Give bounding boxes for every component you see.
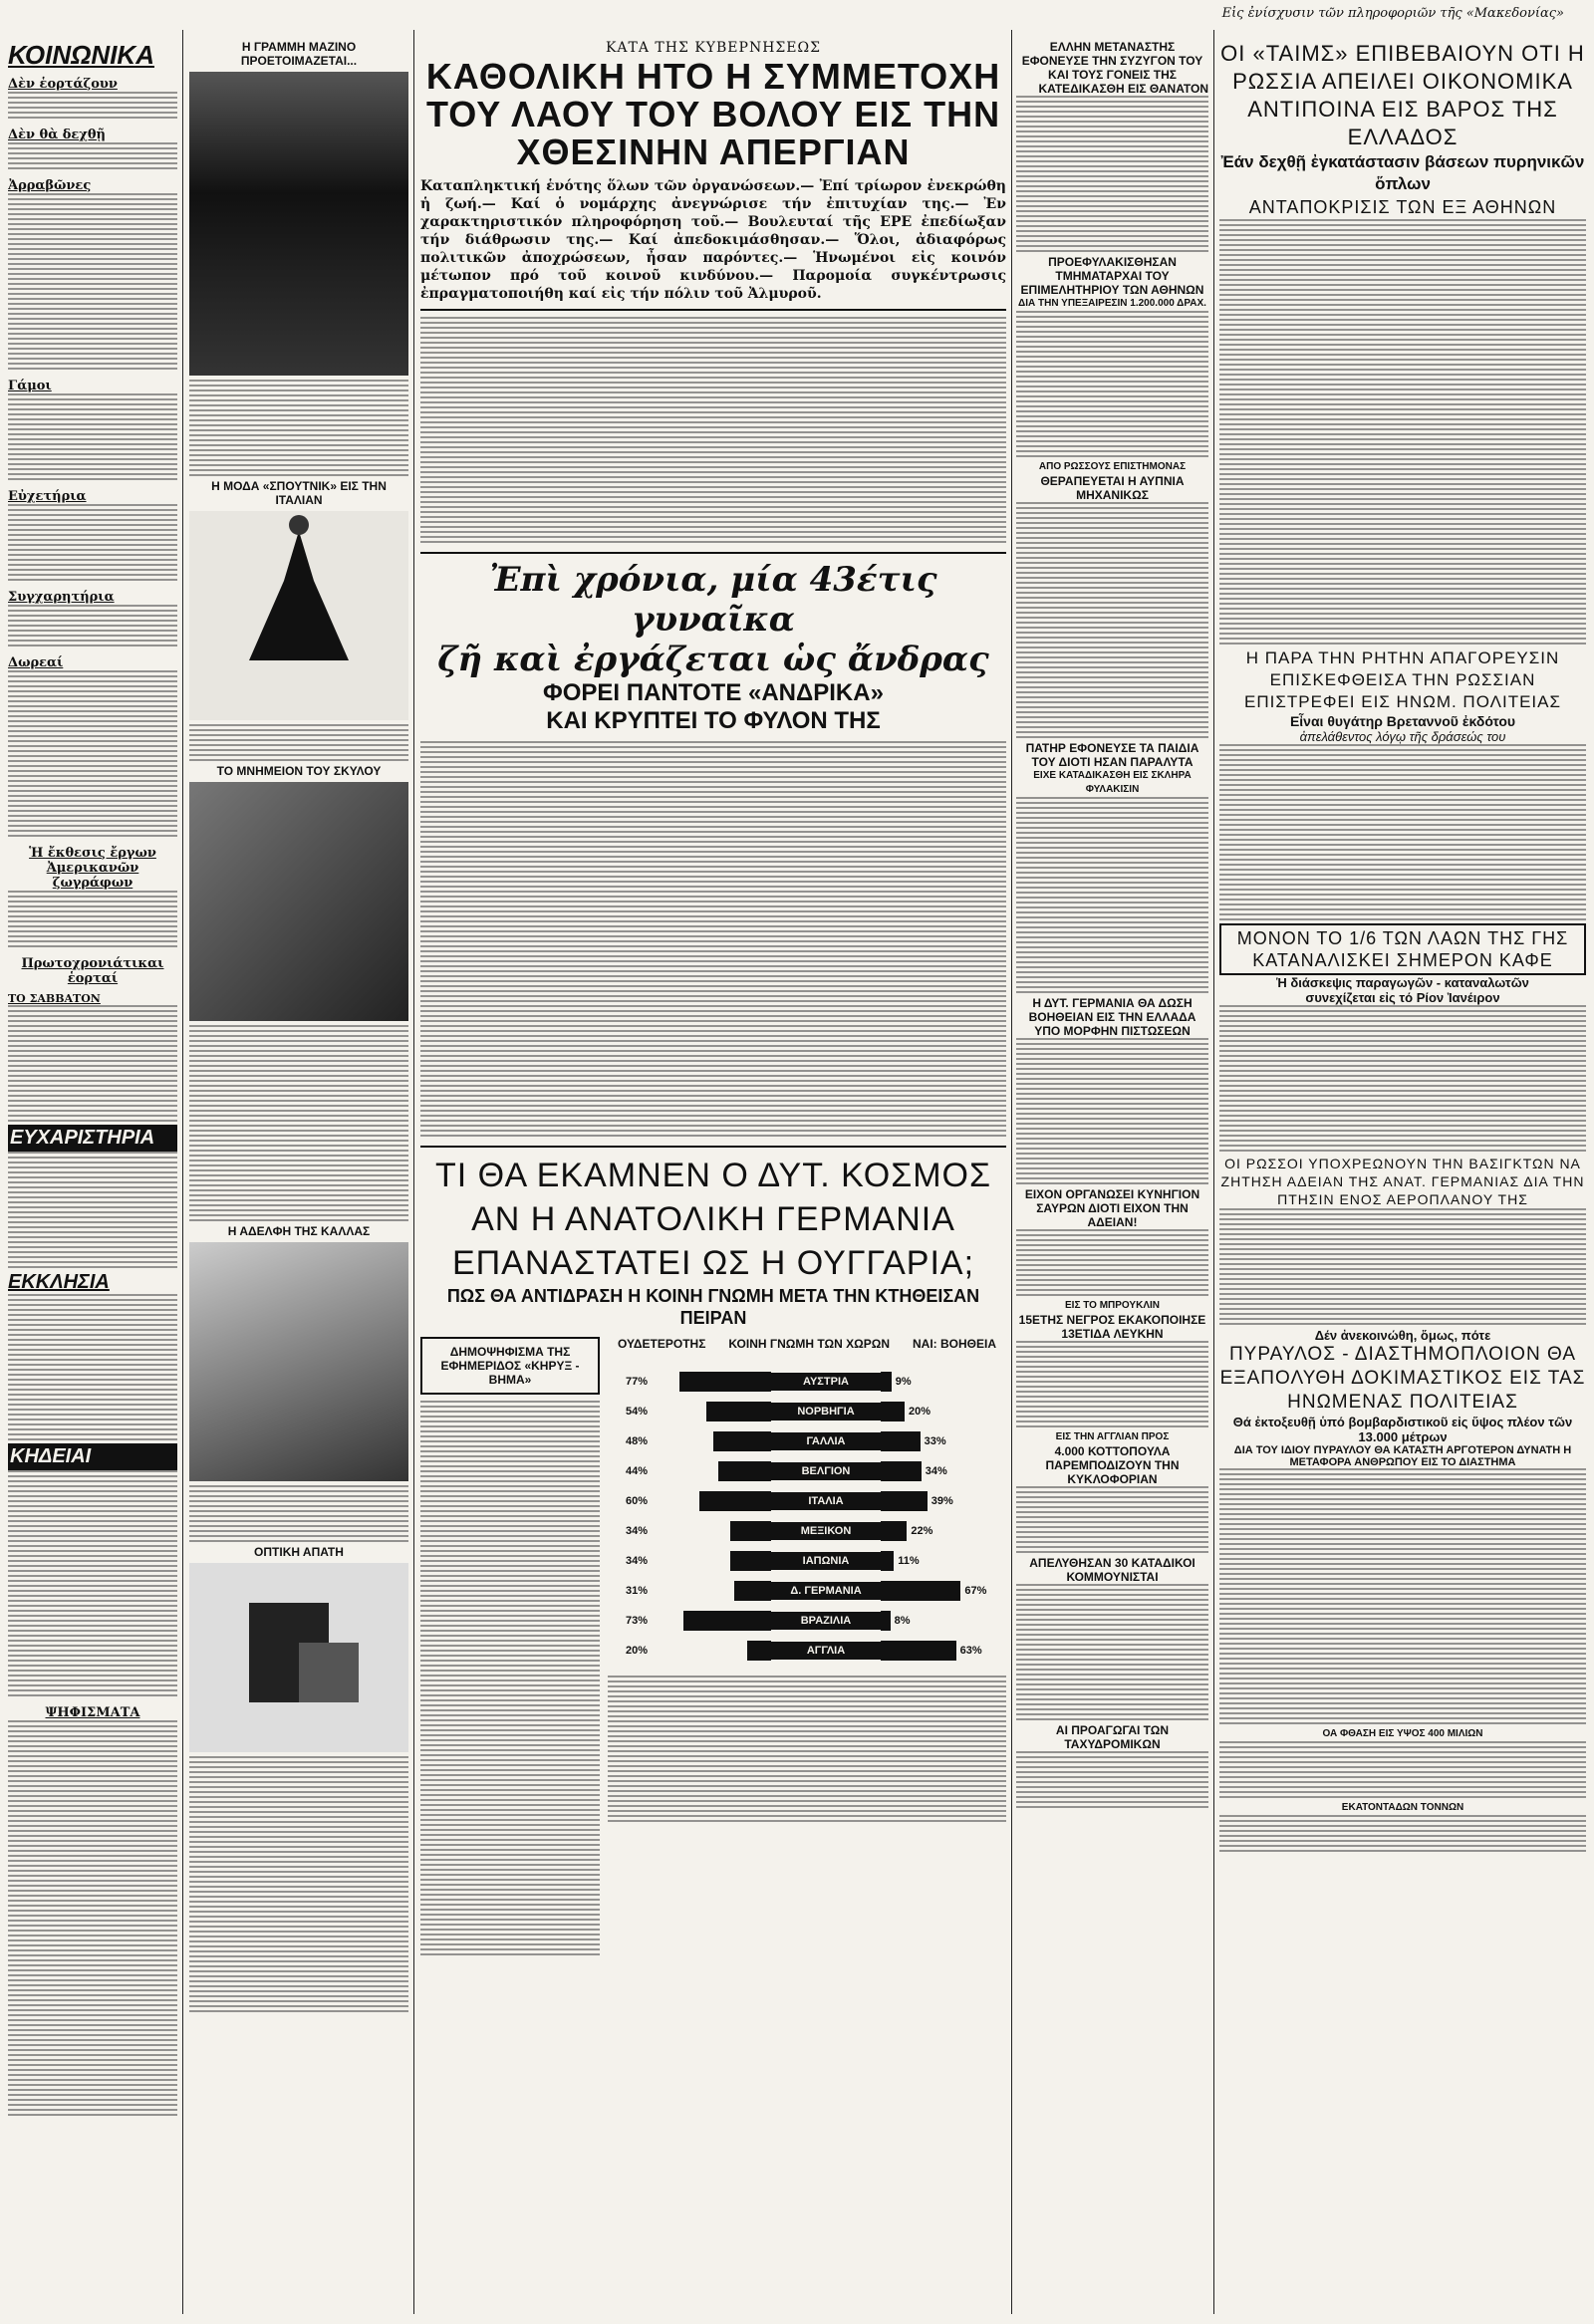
social-item: Δὲν ἑορτάζουν [8,77,118,92]
story2-headline-2: ζῆ καὶ ἐργάζεται ὡς ἄνδρας [437,640,989,679]
help-value-label: 63% [959,1645,982,1657]
photo-column [189,40,408,2314]
body-text [8,1294,177,1443]
column-rule [182,30,183,2314]
col5-headline: Η ΠΑΡΑ ΤΗΝ ΡΗΤΗΝ ΑΠΑΓΟΡΕΥΣΙΝ ΕΠΙΣΚΕΦΘΕΙΣΑ ΤΗΝ ΡΩΣΣΙΑΝ ΕΠΙΣΤΡΕΦΕΙ ΕΙΣ ΗΝΩΜ. ΠΟΛΙΤΕΙΑΣ [1244,648,1561,711]
help-value-label: 34% [925,1465,947,1477]
divider [420,309,1006,311]
social-item: Εὐχετήρια [8,489,87,504]
social-item: Ἀρραβῶνες [8,178,92,193]
body-text [1219,744,1586,923]
country-label: ΜΕΞΙΚΟΝ [771,1522,881,1540]
body-text [1016,311,1208,460]
body-text [1016,797,1208,996]
body-text [1016,1584,1208,1723]
help-bar [881,1491,928,1511]
photo-optical-illusion [189,1563,408,1752]
body-text [1016,1751,1208,1811]
col5-headline: ΟΙ ΡΩΣΣΟΙ ΥΠΟΧΡΕΩΝΟΥΝ ΤΗΝ ΒΑΣΙΓΚΤΩΝ ΝΑ ΖΗΤΗΣΗ ΑΔΕΙΑΝ ΤΗΣ ΑΝΑΤ. ΓΕΡΜΑΝΙΑΣ ΔΙΑ ΤΗΝ ΠΤΗΣΙΝ ΕΝΟΣ ΑΕΡΟΠΛΑΝΟΥ ΤΗΣ [1220,1156,1585,1207]
story3-headline-3: ΕΠΑΝΑΣΤΑΤΕΙ ΩΣ Η ΟΥΓΓΑΡΙΑ; [451,1244,975,1282]
country-label: ΙΑΠΩΝΙΑ [771,1552,881,1570]
neutral-value-label: 20% [625,1645,648,1657]
col5-headline: ΕΚΑΤΟΝΤΑΔΩΝ ΤΟΝΝΩΝ [1341,1802,1464,1813]
col5-sub: Θά ἐκτοξευθῇ ὑπό βομβαρδιστικοῦ εἰς ὕψος πλέον τῶν 13.000 μέτρων [1232,1415,1573,1444]
caption-text [189,724,408,764]
body-text [8,670,177,840]
help-bar [881,1431,921,1451]
social-item: Συγχαρητήρια [8,590,115,605]
neutral-bar [747,1641,771,1661]
kicker: ΚΑΤΑ ΤΗΣ ΚΥΒΕΡΝΗΣΕΩΣ [605,40,822,56]
chart-row [608,1546,1006,1576]
neutral-bar [699,1491,771,1511]
chart-row [608,1486,1006,1516]
caption-text [189,1485,408,1545]
photo-caption-title: ΤΟ ΜΝΗΜΕΙΟΝ ΤΟΥ ΣΚΥΛΟΥ [216,764,382,778]
social-item: Πρωτοχρονιάτικαι ἑορταί [21,956,164,986]
col4-headline: ΠΡΟΕΦΥΛΑΚΙΣΘΗΣΑΝ ΤΜΗΜΑΤΑΡΧΑΙ ΤΟΥ ΕΠΙΜΕΛΗΤΗΡΙΟΥ ΤΩΝ ΑΘΗΝΩΝ [1020,255,1204,297]
news-column [1016,40,1208,2314]
body-text [1219,1005,1586,1155]
col4-headline: ΕΙΧΟΝ ΟΡΓΑΝΩΣΕΙ ΚΥΝΗΓΙΟΝ ΣΑΥΡΩΝ ΔΙΟΤΙ ΕΙΧΟΝ ΤΗΝ ΑΔΕΙΑΝ! [1024,1187,1200,1229]
col5-sub: Ἐάν δεχθῇ ἐγκατάστασιν βάσεων πυρηνικῶν ὅπλων [1220,152,1585,193]
col5-sub: συνεχίζεται εἰς τό Ρίον Ἰανέιρον [1305,990,1500,1005]
story2-sub-2: ΚΑΙ ΚΡΥΠΤΕΙ ΤΟ ΦΥΛΟΝ ΤΗΣ [546,707,881,734]
body-text [1016,1038,1208,1187]
neutral-value-label: 77% [625,1376,648,1388]
column-rule [1011,30,1012,2314]
chart-row [608,1456,1006,1486]
body-text [420,741,1006,1140]
col4-headline: ΑΙ ΠΡΟΑΓΩΓΑΙ ΤΩΝ ΤΑΧΥΔΡΟΜΙΚΩΝ [1055,1723,1170,1751]
neutral-value-label: 31% [625,1585,648,1597]
body-text [8,393,177,483]
body-text [8,92,177,122]
caption-text [189,1756,408,2015]
col4-headline: ΑΠΟ ΡΩΣΣΟΥΣ ΕΠΙΣΤΗΜΟΝΑΣ [1038,461,1187,472]
country-label: ΝΟΡΒΗΓΙΑ [771,1403,881,1420]
main-column [420,40,1006,2314]
col5-headline: ΠΥΡΑΥΛΟΣ - ΔΙΑΣΤΗΜΟΠΛΟΙΟΝ ΘΑ ΕΞΑΠΟΛΥΘΗ ΔΟΚΙΜΑΣΤΙΚΟΣ ΕΙΣ ΤΑΣ ΗΝΩΜΕΝΑΣ ΠΟΛΙΤΕΙΑΣ [1219,1344,1586,1413]
body-text [8,605,177,649]
chart-title: ΚΟΙΝΗ ΓΝΩΜΗ ΤΩΝ ΧΩΡΩΝ [728,1337,891,1351]
church-title: ΕΚΚΛΗΣΙΑ [8,1271,110,1293]
help-value-label: 20% [909,1406,931,1418]
neutral-bar [713,1431,771,1451]
col4-headline: ΕΛΛΗΝ ΜΕΤΑΝΑΣΤΗΣ ΕΦΟΝΕΥΣΕ ΤΗΝ ΣΥΖΥΓΟΝ ΤΟΥ ΚΑΙ ΤΟΥΣ ΓΟΝΕΙΣ ΤΗΣ [1021,40,1203,82]
chart-left-label: ΟΥΔΕΤΕΡΟΤΗΣ [618,1337,706,1351]
col4-headline: ΕΙΣ ΤΟ ΜΠΡΟΥΚΛΙΝ [1065,1300,1160,1311]
body-text [1016,96,1208,255]
col5-sub: ΑΝΤΑΠΟΚΡΙΣΙΣ ΤΩΝ ΕΞ ΑΘΗΝΩΝ [1248,197,1557,217]
poll-chart [608,1337,1006,1958]
body-text [8,504,177,584]
divider [420,1146,1006,1148]
photo-caption-title: Η ΓΡΑΜΜΗ ΜΑΖΙΝΟ ΠΡΟΕΤΟΙΜΑΖΕΤΑΙ... [240,40,358,68]
illusion-figure [189,1563,408,1752]
social-item: ΤΟ ΣΑΒΒΑΤΟΝ [8,992,101,1005]
body-text [1016,1341,1208,1430]
photo-callas-sister [189,1242,408,1481]
help-value-label: 39% [930,1495,953,1507]
col4-sub: 15ΕΤΗΣ ΝΕΓΡΟΣ ΕΚΑΚΟΠΟΙΗΣΕ 13ΕΤΙΔΑ ΛΕΥΚΗΝ [1018,1313,1206,1341]
help-value-label: 8% [894,1615,911,1627]
body-text [420,1401,600,1958]
col4-sub: ΘΕΡΑΠΕΥΕΤΑΙ Η ΑΥΠΝΙΑ ΜΗΧΑΝΙΚΩΣ [1040,474,1185,502]
poll-text-column [420,1337,600,1958]
photo-caption-title: Η ΑΔΕΛΦΗ ΤΗΣ ΚΑΛΛΑΣ [227,1224,371,1238]
social-item: Ἡ ἔκθεσις ἔργων Ἀμερικανῶν ζωγράφων [29,846,156,891]
neutral-value-label: 34% [625,1525,648,1537]
body-text [8,193,177,373]
col5-sub: Εἶναι θυγάτηρ Βρεταννοῦ ἐκδότου [1289,713,1516,729]
right-column [1219,40,1586,2314]
photo-caption-title: Η ΜΟΔΑ «ΣΠΟΥΤΝΙΚ» ΕΙΣ ΤΗΝ ΙΤΑΛΙΑΝ [211,479,387,507]
neutral-bar [730,1521,771,1541]
country-label: ΑΥΣΤΡΙΑ [771,1373,881,1391]
col4-headline: ΕΙΣ ΤΗΝ ΑΓΓΛΙΑΝ ΠΡΟΣ [1055,1431,1170,1442]
caption-text [189,380,408,479]
neutral-bar [683,1611,771,1631]
chart-rows [608,1367,1006,1666]
chart-row [608,1397,1006,1426]
dress-figure [189,511,408,720]
story3-headline-2: ΑΝ Η ΑΝΑΤΟΛΙΚΗ ΓΕΡΜΑΝΙΑ [471,1200,955,1238]
body-text [1016,502,1208,741]
country-label: ΑΓΓΛΙΑ [771,1642,881,1660]
neutral-bar [718,1461,771,1481]
chart-row [608,1576,1006,1606]
neutral-value-label: 60% [625,1495,648,1507]
body-text [8,891,177,950]
main-headline: ΚΑΘΟΛΙΚΗ ΗΤΟ Η ΣΥΜΜΕΤΟΧΗ ΤΟΥ ΛΑΟΥ ΤΟΥ ΒΟΛΟΥ ΕΙΣ ΤΗΝ ΧΘΕΣΙΝΗΝ ΑΠΕΡΓΙΑΝ [425,56,1001,172]
chart-right-label: ΝΑΙ: ΒΟΗΘΕΙΑ [913,1337,996,1351]
help-value-label: 11% [898,1555,920,1567]
col4-sub: 4.000 ΚΟΤΤΟΠΟΥΛΑ ΠΑΡΕΜΠΟΔΙΖΟΥΝ ΤΗΝ ΚΥΚΛΟΦΟΡΙΑΝ [1045,1444,1180,1486]
neutral-value-label: 48% [625,1435,648,1447]
social-title: ΚΟΙΝΩΝΙΚΑ [8,40,154,70]
social-item: Δωρεαί [8,655,64,670]
col4-sub: ΚΑΤΕΔΙΚΑΣΘΗ ΕΙΣ ΘΑΝΑΤΟΝ [1038,82,1208,96]
body-text [8,1470,177,1699]
col5-headline: ΟΑ ΦΘΑΣΗ ΕΙΣ ΥΨΟΣ 400 ΜΙΛΙΩΝ [1322,1728,1483,1739]
chart-row [608,1636,1006,1666]
body-text [8,1720,177,2119]
column-rule [1213,30,1214,2314]
neutral-value-label: 44% [625,1465,648,1477]
help-bar [881,1611,891,1631]
body-text [1219,1468,1586,1727]
neutral-bar [730,1551,771,1571]
chart-row [608,1367,1006,1397]
story2-headline-1: Ἐπὶ χρόνια, μία 43έτις γυναῖκα [489,560,937,640]
body-text [1016,1229,1208,1299]
help-bar [881,1641,956,1661]
help-value-label: 33% [924,1435,946,1447]
col4-sub: ΔΙΑ ΤΗΝ ΥΠΕΞΑΙΡΕΣΙΝ 1.200.000 ΔΡΑΧ. [1018,298,1206,309]
chart-row [608,1516,1006,1546]
body-text [1219,1815,1586,1855]
body-text [8,1005,177,1125]
body-text [1219,1741,1586,1801]
photo-mazino [189,72,408,376]
neutral-value-label: 73% [625,1615,648,1627]
col5-headline: ΜΟΝΟΝ ΤΟ 1/6 ΤΩΝ ΛΑΩΝ ΤΗΣ ΓΗΣ ΚΑΤΑΝΑΛΙΣΚΕΙ ΣΗΜΕΡΟΝ ΚΑΦΕ [1219,923,1586,975]
col5-sub: Ἡ διάσκεψις παραγωγῶν - καταναλωτῶν [1276,975,1529,990]
funerals-title: ΚΗΔΕΙΑΙ [8,1443,177,1470]
poll-box: ΔΗΜΟΨΗΦΙΣΜΑ ΤΗΣ ΕΦΗΜΕΡΙΔΟΣ «ΚΗΡΥΞ - ΒΗΜΑ» [420,1337,600,1395]
country-label: ΒΕΛΓΙΟΝ [771,1462,881,1480]
social-item: Γάμοι [8,379,52,393]
photo-fashion [189,511,408,720]
col5-headline: ΟΙ «ΤΑΙΜΣ» ΕΠΙΒΕΒΑΙΟΥΝ ΟΤΙ Η ΡΩΣΣΙΑ ΑΠΕΙΛΕΙ ΟΙΚΟΝΟΜΙΚΑ ΑΝΤΙΠΟΙΝΑ ΕΙΣ ΒΑΡΟΣ ΤΗΣ ΕΛΛΑΔΟΣ [1220,41,1585,149]
body-text [420,317,1006,546]
country-label: ΓΑΛΛΙΑ [771,1432,881,1450]
help-bar [881,1581,960,1601]
help-bar [881,1402,905,1421]
caption-text [189,1025,408,1224]
help-bar [881,1551,894,1571]
neutral-bar [734,1581,771,1601]
story2-sub-1: ΦΟΡΕΙ ΠΑΝΤΟΤΕ «ΑΝΔΡΙΚΑ» [543,679,884,706]
neutral-value-label: 34% [625,1555,648,1567]
country-label: Δ. ΓΕΡΜΑΝΙΑ [771,1582,881,1600]
help-bar [881,1372,892,1392]
neutral-bar [706,1402,771,1421]
col5-sub: ΔΙΑ ΤΟΥ ΙΔΙΟΥ ΠΥΡΑΥΛΟΥ ΘΑ ΚΑΤΑΣΤΗ ΑΡΓΟΤΕΡΟΝ ΔΥΝΑΤΗ Η ΜΕΤΑΦΟΡΑ ΑΝΘΡΩΠΟΥ ΕΙΣ ΤΟ ΔΙΑΣΤΗΜΑ [1233,1444,1572,1468]
help-value-label: 9% [895,1376,912,1388]
help-value-label: 22% [911,1525,933,1537]
help-value-label: 67% [964,1585,987,1597]
social-column [8,40,177,2314]
thanks-title: ΕΥΧΑΡΙΣΤΗΡΙΑ [8,1125,177,1152]
neutral-value-label: 54% [625,1406,648,1418]
col5-sub: Δέν ἀνεκοινώθη, ὅμως, πότε [1314,1328,1491,1343]
body-text [8,142,177,172]
photo-caption-title: ΟΠΤΙΚΗ ΑΠΑΤΗ [254,1545,344,1559]
divider [420,552,1006,554]
chart-row [608,1606,1006,1636]
table-text [608,1676,1006,1825]
col4-headline: ΑΠΕΛΥΘΗΣΑΝ 30 ΚΑΤΑΔΙΚΟΙ ΚΟΜΜΟΥΝΙΣΤΑΙ [1029,1556,1196,1584]
photo-dog-monument [189,782,408,1021]
social-item: Δὲν θὰ δεχθῇ [8,128,106,142]
col4-headline: ΠΑΤΗΡ ΕΦΟΝΕΥΣΕ ΤΑ ΠΑΙΔΙΑ ΤΟΥ ΔΙΟΤΙ ΗΣΑΝ ΠΑΡΑΛΥΤΑ [1025,741,1199,769]
story3-sub: ΠΩΣ ΘΑ ΑΝΤΙΔΡΑΣΗ Η ΚΟΙΝΗ ΓΝΩΜΗ ΜΕΤΑ ΤΗΝ ΚΤΗΘΕΙΣΑΝ ΠΕΙΡΑΝ [446,1286,980,1328]
body-text [8,1152,177,1271]
neutral-bar [679,1372,771,1392]
column-rule [413,30,414,2314]
resolutions-title: ΨΗΦΙΣΜΑΤΑ [45,1705,140,1720]
help-bar [881,1521,907,1541]
top-note: Εἰς ἐνίσχυσιν τῶν πληροφοριῶν τῆς «Μακεδονίας» [1221,6,1564,21]
col5-sub: ἀπελάθεντος λόγῳ τῆς δράσεώς του [1299,729,1506,744]
body-text [1016,1486,1208,1556]
help-bar [881,1461,922,1481]
col4-headline: Η ΔΥΤ. ΓΕΡΜΑΝΙΑ ΘΑ ΔΩΣΗ ΒΟΗΘΕΙΑΝ ΕΙΣ ΤΗΝ ΕΛΛΑΔΑ ΥΠΟ ΜΟΡΦΗΝ ΠΙΣΤΩΣΕΩΝ [1028,996,1196,1038]
main-lede: Καταπληκτική ἑνότης ὅλων τῶν ὀργανώσεων.— Ἐπί τρίωρον ἐνεκρώθη ἡ ζωή.— Καί ὁ νομάρχης ἀνεγνώρισε τήν ἐπιτυχίαν της.— Ἐν χαρακτηριστικόν πληροφόρηση τοῦ.— Βουλευταί τῆς ΕΡΕ ἐπεδίωξαν τήν διάθρωσιν της.— Καί ἀπεδοκιμάσθησαν.— Ὅλοι, ἀδιαφόρως πολιτικῶν ἀποχρώσεων, ἦσαν παρόντες.— Ἡνωμένοι εἰς κοινόν μέτωπον πρό τοῦ κοινοῦ κινδύνου.— Παρομοία συγκέντρωσις ἐπραγματοποιήθη καί εἰς τήν πόλιν τοῦ Ἀλμυροῦ. [420,178,1006,302]
body-text [1219,1208,1586,1328]
country-label: ΙΤΑΛΙΑ [771,1492,881,1510]
body-text [1219,219,1586,647]
col4-sub: ΕΙΧΕ ΚΑΤΑΔΙΚΑΣΘΗ ΕΙΣ ΣΚΛΗΡΑ ΦΥΛΑΚΙΣΙΝ [1033,770,1192,795]
country-label: ΒΡΑΖΙΛΙΑ [771,1612,881,1630]
story3-headline-1: ΤΙ ΘΑ ΕΚΑΜΝΕΝ Ο ΔΥΤ. ΚΟΣΜΟΣ [434,1157,992,1194]
chart-row [608,1426,1006,1456]
